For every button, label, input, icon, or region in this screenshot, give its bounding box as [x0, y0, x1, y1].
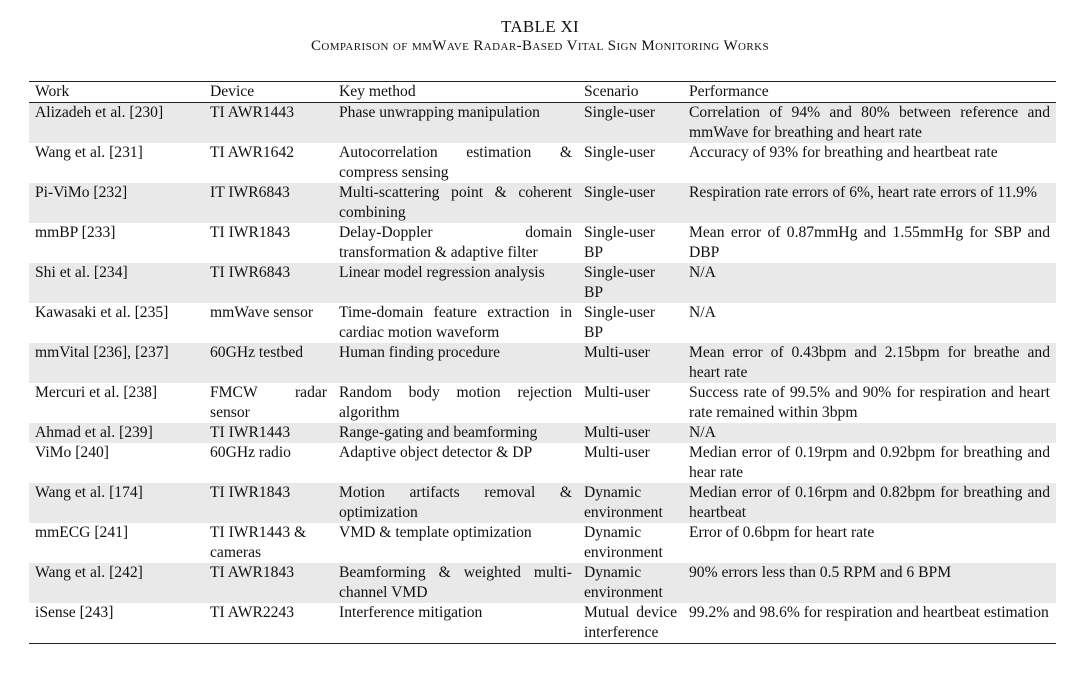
cell-device: TI AWR2243 [210, 604, 295, 621]
table-row [29, 523, 1056, 563]
cell-scenario: Single-user BP [584, 264, 656, 301]
cell-scenario: Single-user [584, 184, 656, 201]
cell-key-method: Motion artifacts removal & optimization [339, 484, 572, 521]
cell-work: Alizadeh et al. [230] [35, 104, 164, 121]
cell-scenario: Single-user [584, 104, 656, 121]
cell-scenario: Mutual device interference [584, 604, 677, 641]
table-row [29, 183, 1056, 223]
cell-work: Pi-ViMo [232] [35, 184, 128, 201]
table-row [29, 423, 1056, 443]
table-row [29, 103, 1056, 144]
cell-key-method: Range-gating and beamforming [339, 424, 538, 441]
cell-key-method: Time-domain feature extraction in cardiac motion waveform [339, 304, 572, 341]
table-row [29, 303, 1056, 343]
cell-device: FMCW radar sensor [210, 384, 327, 421]
cell-work: Wang et al. [231] [35, 144, 143, 161]
cell-work: Wang et al. [174] [35, 484, 143, 501]
cell-key-method: Multi-scattering point & coherent combining [339, 184, 572, 221]
table-row [29, 443, 1056, 483]
cell-key-method: Random body motion rejection algorithm [339, 384, 572, 421]
cell-work: Shi et al. [234] [35, 264, 128, 281]
header-work: Work [35, 83, 70, 100]
cell-device: 60GHz radio [210, 444, 291, 461]
table-row [29, 343, 1056, 383]
table-row [29, 143, 1056, 183]
cell-performance: Median error of 0.16rpm and 0.82bpm for breathing and heartbeat [689, 484, 1050, 521]
table-row [29, 263, 1056, 303]
header-scenario: Scenario [584, 83, 639, 100]
cell-work: Wang et al. [242] [35, 564, 143, 581]
table-container [29, 81, 1056, 644]
cell-scenario: Single-user BP [584, 304, 656, 341]
cell-device: TI IWR1843 [210, 224, 291, 241]
table-row [29, 383, 1056, 423]
cell-scenario: Dynamic environment [584, 524, 663, 561]
cell-scenario: Dynamic environment [584, 564, 663, 601]
cell-scenario: Single-user [584, 144, 656, 161]
cell-work: ViMo [240] [35, 444, 109, 461]
cell-scenario: Multi-user [584, 424, 650, 441]
cell-performance: Correlation of 94% and 80% between reference and mmWave for breathing and heart rate [689, 104, 1050, 141]
cell-performance: Accuracy of 93% for breathing and heartbeat rate [689, 144, 998, 161]
cell-key-method: Beamforming & weighted multi-channel VMD [339, 564, 572, 601]
comparison-table [29, 81, 1056, 644]
cell-work: iSense [243] [35, 604, 114, 621]
cell-performance: Mean error of 0.43bpm and 2.15bpm for breathe and heart rate [689, 344, 1050, 381]
table-row [29, 603, 1056, 644]
cell-performance: 90% errors less than 0.5 RPM and 6 BPM [689, 564, 952, 581]
cell-key-method: Interference mitigation [339, 604, 483, 621]
cell-work: Ahmad et al. [239] [35, 424, 153, 441]
header-key-method: Key method [339, 83, 416, 100]
cell-scenario: Dynamic environment [584, 484, 663, 521]
cell-work: mmECG [241] [35, 524, 129, 541]
cell-performance: N/A [689, 424, 716, 441]
cell-performance: N/A [689, 304, 716, 321]
cell-device: mmWave sensor [210, 304, 314, 321]
cell-device: TI AWR1642 [210, 144, 295, 161]
cell-performance: Respiration rate errors of 6%, heart rate errors of 11.9% [689, 184, 1037, 201]
cell-key-method: Human finding procedure [339, 344, 501, 361]
cell-performance: Error of 0.6bpm for heart rate [689, 524, 875, 541]
table-number: TABLE XI [501, 17, 579, 36]
cell-scenario: Multi-user [584, 344, 650, 361]
cell-performance: Median error of 0.19rpm and 0.92bpm for breathing and hear rate [689, 444, 1050, 481]
cell-device: TI AWR1843 [210, 564, 295, 581]
cell-performance: 99.2% and 98.6% for respiration and heartbeat estimation [689, 604, 1049, 621]
cell-work: Kawasaki et al. [235] [35, 304, 169, 321]
cell-key-method: Autocorrelation estimation & compress sensing [339, 144, 572, 181]
cell-key-method: Phase unwrapping manipulation [339, 104, 540, 121]
table-row [29, 563, 1056, 603]
header-device: Device [210, 83, 255, 100]
cell-device: TI IWR1443 [210, 424, 291, 441]
cell-key-method: Linear model regression analysis [339, 264, 545, 281]
cell-performance: N/A [689, 264, 716, 281]
cell-key-method: VMD & template optimization [339, 524, 532, 541]
cell-device: TI IWR6843 [210, 264, 291, 281]
cell-device: 60GHz testbed [210, 344, 304, 361]
cell-device: TI IWR1843 [210, 484, 291, 501]
cell-scenario: Multi-user [584, 384, 650, 401]
cell-work: mmBP [233] [35, 224, 116, 241]
table-row [29, 483, 1056, 523]
cell-device: TI IWR1443 & cameras [210, 524, 307, 561]
header-performance: Performance [689, 83, 769, 100]
cell-device: IT IWR6843 [210, 184, 290, 201]
cell-device: TI AWR1443 [210, 104, 295, 121]
table-row [29, 223, 1056, 263]
cell-key-method: Delay-Doppler domain transformation & adaptive filter [339, 224, 572, 261]
cell-performance: Mean error of 0.87mmHg and 1.55mmHg for SBP and DBP [689, 224, 1050, 261]
cell-work: mmVital [236], [237] [35, 344, 169, 361]
cell-scenario: Single-user BP [584, 224, 656, 261]
cell-key-method: Adaptive object detector & DP [339, 444, 533, 461]
table-caption: Comparison of mmWave Radar-Based Vital Sign Monitoring Works [311, 38, 769, 54]
cell-work: Mercuri et al. [238] [35, 384, 158, 401]
cell-scenario: Multi-user [584, 444, 650, 461]
cell-performance: Success rate of 99.5% and 90% for respiration and heart rate remained within 3bpm [689, 384, 1050, 421]
table-header-row [29, 82, 1056, 103]
